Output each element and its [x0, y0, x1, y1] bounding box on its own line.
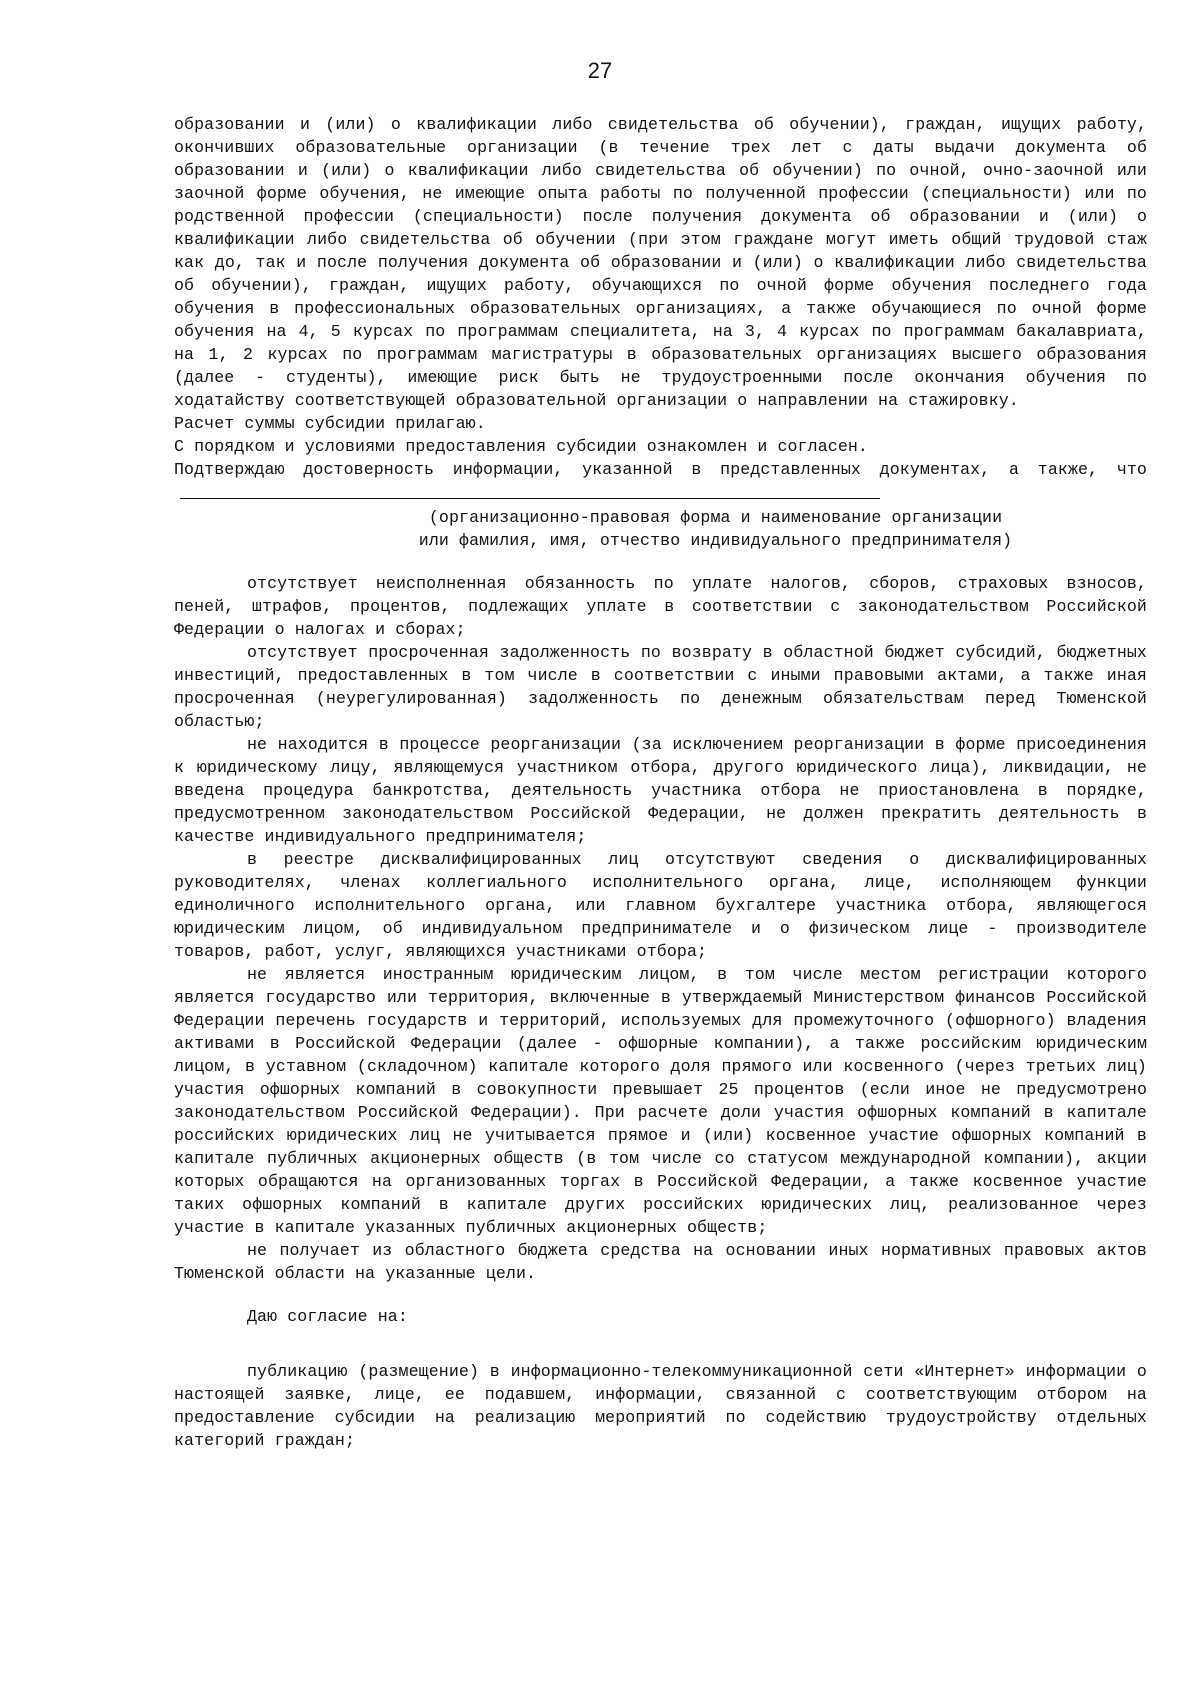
consent-item: публикацию (размещение) в информационно-телекоммуникационной сети «Интернет» информации о настоящей заявке, лице, ее подавшем, информации, связанной с соответствующим отбором на предоставление субсидии на реализацию мероприятий по содействию трудоустройству отдельных категорий граждан;	[174, 1362, 1147, 1450]
calculation-line: Расчет суммы субсидии прилагаю.	[174, 414, 486, 433]
intro-paragraph: образовании и (или) о квалификации либо свидетельства об обучении), граждан, ищущих работу, окончивших образовательные организации (в течение трех лет с даты выдачи документа об образовании и (или) о квалификации либо свидетельства об обучении) по очной, очно-заочной или заочной форме обучения, не имеющие опыта работы по полученной профессии (специальности) или по родственной профессии (специальности) после получения документа об образовании и (или) о квалификации либо свидетельства об обучении (при этом граждане могут иметь общий трудовой стаж как до, так и после получения документа об образовании и (или) о квалификации либо свидетельства об обучении), граждан, ищущих работу, обучающихся по очной форме обучения последнего года обучения в профессиональных образовательных организациях, а также обучающиеся по очной форме обучения на 4, 5 курсах по программам специалитета, на 3, 4 курсах по программам бакалавриата, на 1, 2 курсах по программам магистратуры в образовательных организациях высшего образования (далее - студенты), имеющие риск быть не трудоустроенными после окончания обучения по ходатайству соответствующей образовательной организации о направлении на стажировку.	[174, 115, 1147, 410]
consent-heading: Даю согласие на:	[247, 1307, 408, 1326]
statement-item: не находится в процессе реорганизации (за исключением реорганизации в форме присоединения к юридическому лицу, являющемуся участником отбора, другого юридического лица), ликвидации, не введена процедура банкротства, деятельность участника отбора не приостановлена в порядке, предусмотренном законодательством Российской Федерации, не должен прекратить деятельность в качестве индивидуального предпринимателя;	[174, 735, 1147, 846]
field-caption-line-2: или фамилия, имя, отчество индивидуального предпринимателя)	[418, 531, 1013, 550]
statement-item: не является иностранным юридическим лицом, в том числе местом регистрации которого является государство или территория, включенные в утверждаемый Министерством финансов Российской Федерации перечень государств и территорий, используемых для промежуточного (офшорного) владения активами в Российской Федерации (далее - офшорные компании), а также российским юридическим лицом, в уставном (складочном) капитале которого доля прямого или косвенного (через третьих лиц) участия офшорных компаний в совокупности превышает 25 процентов (если иное не предусмотрено законодательством Российской Федерации). При расчете доли участия офшорных компаний в капитале российских юридических лиц не учитывается прямое и (или) косвенное участие офшорных компаний в капитале публичных акционерных обществ (в том числе со статусом международной компании), акции которых обращаются на организованных торгах в Российской Федерации, а также косвенное участие таких офшорных компаний в капитале других российских юридических лиц, реализованное через участие в капитале указанных публичных акционерных обществ;	[174, 965, 1147, 1237]
document-body	[174, 113, 1147, 1452]
organization-name-blank	[180, 481, 880, 499]
confirmation-line	[174, 458, 1147, 506]
field-caption-line-1: (организационно-правовая форма и наименование организации	[428, 508, 1003, 527]
spacer	[174, 1328, 1147, 1360]
agreement-line: С порядком и условиями предоставления субсидии ознакомлен и согласен.	[174, 437, 868, 456]
spacer	[174, 552, 1147, 572]
statement-item: отсутствует неисполненная обязанность по уплате налогов, сборов, страховых взносов, пеней, штрафов, процентов, подлежащих уплате в соответствии с законодательством Российской Федерации о налогах и сборах;	[174, 574, 1147, 639]
statement-item: отсутствует просроченная задолженность по возврату в областной бюджет субсидий, бюджетных инвестиций, предоставленных в том числе в соответствии с иными правовыми актами, а также иная просроченная (неурегулированная) задолженность по денежным обязательствам перед Тюменской областью;	[174, 643, 1147, 731]
spacer	[174, 1285, 1147, 1305]
confirmation-text: Подтверждаю достоверность информации, указанной в представленных документах, а также, что	[174, 460, 1147, 479]
page-number: 27	[587, 58, 613, 83]
statement-item: в реестре дисквалифицированных лиц отсутствуют сведения о дисквалифицированных руководителях, членах коллегиального исполнительного органа, лице, исполняющем функции единоличного исполнительного органа, или главном бухгалтере участника отбора, являющегося юридическим лицом, об индивидуальном предпринимателе и о физическом лице - производителе товаров, работ, услуг, являющихся участниками отбора;	[174, 850, 1147, 961]
statement-item: не получает из областного бюджета средства на основании иных нормативных правовых актов Тюменской области на указанные цели.	[174, 1241, 1147, 1283]
